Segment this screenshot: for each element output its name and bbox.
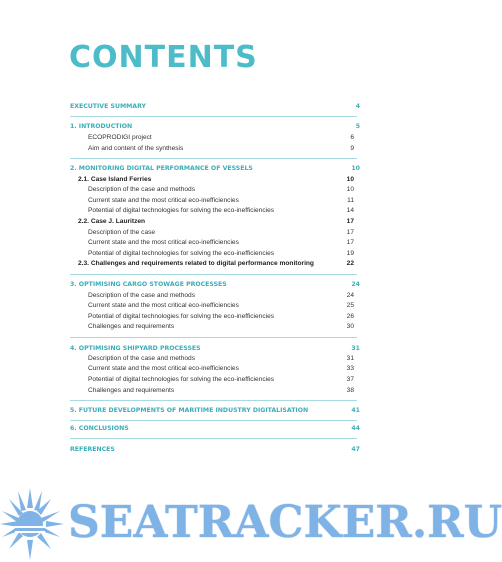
- toc-entry-page: 10: [346, 186, 354, 193]
- toc-entry-label: EXECUTIVE SUMMARY: [70, 103, 146, 110]
- toc-entry-label: ECOPRODIGI project: [88, 134, 152, 141]
- toc-entry-label: 2.1. Case Island Ferries: [78, 176, 152, 183]
- toc-entry-label: Potential of digital technologies for solving the eco-inefficiencies: [88, 376, 275, 383]
- toc-entry-label: 4. OPTIMISING SHIPYARD PROCESSES: [70, 345, 201, 352]
- toc-entry[interactable]: [88, 249, 354, 259]
- toc-entry-page: 33: [346, 365, 354, 372]
- toc-entry-page: 11: [347, 197, 354, 204]
- toc-entry-page: 9: [350, 145, 354, 152]
- toc-entry[interactable]: [88, 133, 354, 143]
- watermark-text: SEATRACKER.RU: [68, 497, 502, 548]
- divider: [70, 438, 357, 439]
- toc-entry-monitoring[interactable]: [70, 164, 360, 174]
- toc-entry-label: 1. INTRODUCTION: [70, 123, 133, 130]
- toc-entry-label: Aim and content of the synthesis: [88, 145, 184, 152]
- toc-entry-label: Current state and the most critical eco-inefficiencies: [88, 302, 239, 309]
- toc-entry-page: 25: [346, 302, 354, 309]
- toc-entry-label: Current state and the most critical eco-inefficiencies: [88, 197, 239, 204]
- toc-entry-label: 3. OPTIMISING CARGO STOWAGE PROCESSES: [70, 281, 227, 288]
- toc-entry-page: 10: [351, 165, 360, 172]
- toc-entry-label: Current state and the most critical eco-inefficiencies: [88, 365, 239, 372]
- divider: [70, 116, 357, 117]
- toc-entry-label: Potential of digital technologies for solving the eco-inefficiencies: [88, 207, 275, 214]
- divider: [70, 420, 357, 421]
- toc-entry-label: Potential of digital technologies for solving the eco-inefficiencies: [88, 313, 275, 320]
- toc-entry-label: Potential of digital technologies for solving the eco-inefficiencies: [88, 250, 275, 257]
- toc-entry-page: 31: [346, 355, 354, 362]
- toc-entry[interactable]: [88, 228, 354, 238]
- toc-entry-label: 6. CONCLUSIONS: [70, 425, 129, 432]
- toc-entry-page: 17: [346, 229, 354, 236]
- toc-entry[interactable]: [88, 196, 354, 206]
- toc-entry-cargo-stowage[interactable]: [70, 280, 360, 290]
- toc-entry-introduction[interactable]: [70, 122, 360, 132]
- toc-entry-label: REFERENCES: [70, 446, 115, 453]
- toc-entry-page: 19: [346, 250, 354, 257]
- toc-entry-page: 17: [346, 239, 354, 246]
- toc-entry-page: 41: [351, 407, 360, 414]
- toc-entry-page: 4: [355, 103, 360, 110]
- toc-entry[interactable]: [88, 144, 354, 154]
- toc-entry-label: Challenges and requirements: [88, 387, 175, 394]
- toc-entry-page: 5: [355, 123, 360, 130]
- divider: [70, 337, 357, 338]
- toc-entry[interactable]: [88, 301, 354, 311]
- toc-entry-label: Challenges and requirements: [88, 323, 175, 330]
- toc-entry[interactable]: [88, 291, 354, 301]
- toc-entry-page: 47: [351, 446, 360, 453]
- toc-subsection[interactable]: [78, 175, 354, 185]
- toc-entry-conclusions[interactable]: [70, 424, 360, 434]
- page-title: CONTENTS: [69, 40, 258, 75]
- toc-entry-label: Description of the case and methods: [88, 355, 196, 362]
- toc-entry[interactable]: [88, 354, 354, 364]
- toc-entry[interactable]: [88, 375, 354, 385]
- toc-entry[interactable]: [88, 185, 354, 195]
- toc-subsection[interactable]: [78, 259, 354, 269]
- toc-entry-executive-summary[interactable]: [70, 102, 360, 112]
- toc-entry-page: 10: [346, 176, 354, 183]
- toc-entry-page: 38: [346, 387, 354, 394]
- toc-entry-page: 14: [346, 207, 354, 214]
- toc-entry-page: 26: [346, 313, 354, 320]
- toc-entry-label: Current state and the most critical eco-inefficiencies: [88, 239, 239, 246]
- toc-subsection[interactable]: [78, 217, 354, 227]
- watermark: [0, 482, 502, 562]
- toc-entry-page: 37: [346, 376, 354, 383]
- toc-entry-label: Description of the case: [88, 229, 156, 236]
- toc-entry-page: 30: [346, 323, 354, 330]
- toc-entry-references[interactable]: [70, 445, 360, 455]
- toc-entry-page: 31: [351, 345, 360, 352]
- toc-entry-shipyard[interactable]: [70, 344, 360, 354]
- toc-entry[interactable]: [88, 386, 354, 396]
- toc-entry-future-developments[interactable]: [70, 406, 360, 416]
- divider: [70, 158, 357, 159]
- toc-entry-label: Description of the case and methods: [88, 186, 196, 193]
- toc-entry-page: 44: [351, 425, 360, 432]
- toc-entry-label: 2.3. Challenges and requirements related to digital performance monitoring: [78, 260, 314, 267]
- toc-entry-label: 5. FUTURE DEVELOPMENTS OF MARITIME INDUSTRY DIGITALISATION: [70, 407, 309, 414]
- toc-entry-label: 2. MONITORING DIGITAL PERFORMANCE OF VESSELS: [70, 165, 253, 172]
- toc-entry-label: Description of the case and methods: [88, 292, 196, 299]
- toc-entry-page: 24: [346, 292, 354, 299]
- toc-entry[interactable]: [88, 322, 354, 332]
- toc-entry-page: 17: [346, 218, 354, 225]
- divider: [70, 400, 357, 401]
- sunburst-logo-icon: [0, 482, 70, 562]
- toc-entry-page: 24: [351, 281, 360, 288]
- toc-entry-page: 6: [350, 134, 354, 141]
- toc-entry[interactable]: [88, 238, 354, 248]
- divider: [70, 274, 357, 275]
- toc-entry-label: 2.2. Case J. Lauritzen: [78, 218, 146, 225]
- toc-entry[interactable]: [88, 312, 354, 322]
- toc-entry[interactable]: [88, 206, 354, 216]
- toc-entry-page: 22: [346, 260, 354, 267]
- toc-entry[interactable]: [88, 364, 354, 374]
